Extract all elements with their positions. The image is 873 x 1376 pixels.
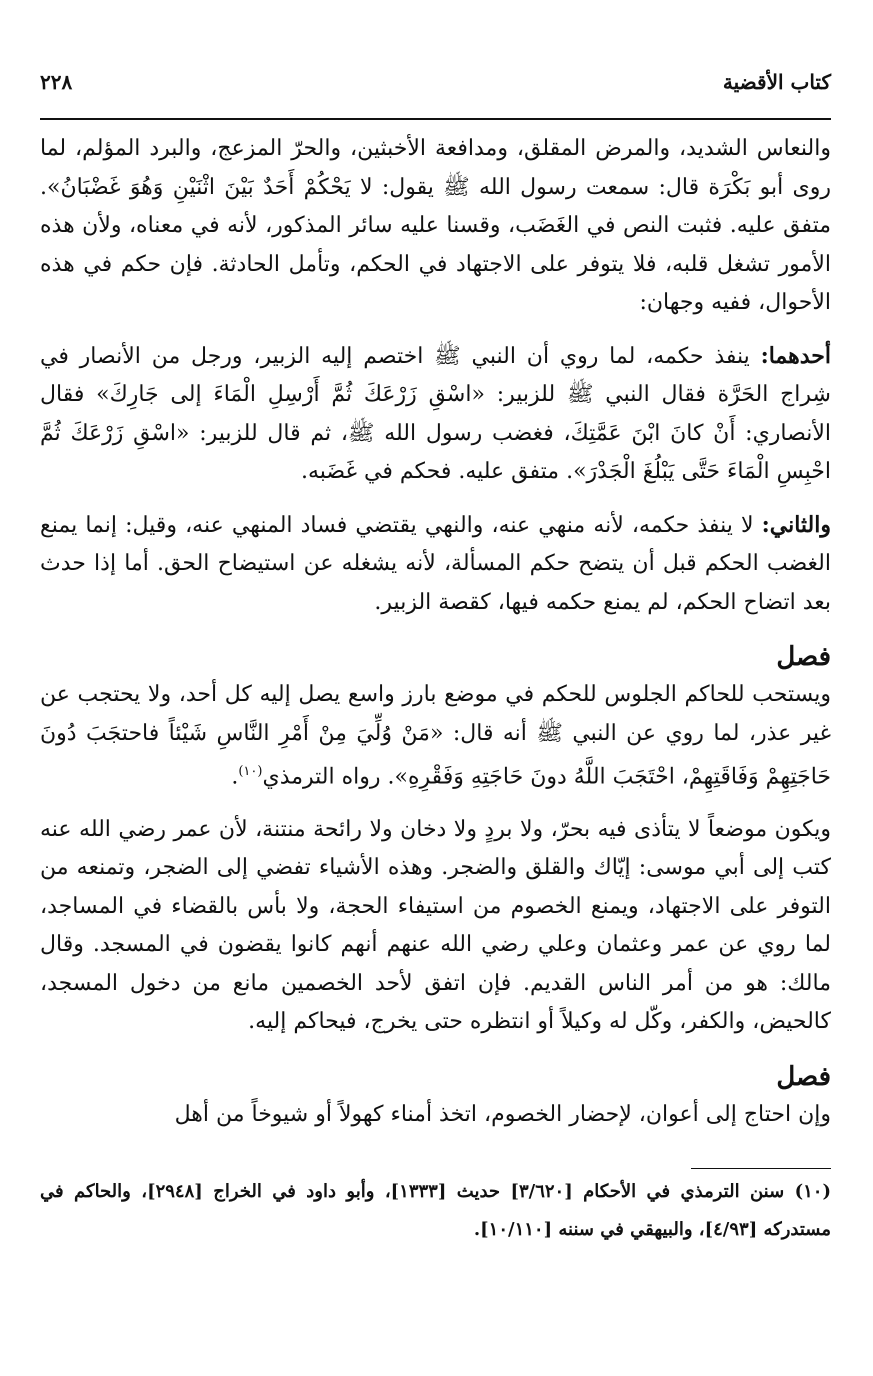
- book-title: كتاب الأقضية: [722, 70, 831, 94]
- paragraph-first-opinion: [40, 337, 831, 492]
- first-opinion-text: ينفذ حكمه، لما روي أن النبي ﷺ اختصم إليه الزبير، ورجل من الأنصار في شِراج الحَرَّة فقال النبي ﷺ للزبير: «اسْقِ زَرْعَكَ ثُمَّ أَرْسِلِ الْمَاءَ إلى جَارِكَ» فقال الأنصاري: أَنْ كانَ ابْنَ عَمَّتِكَ، فغضب رسول الله ﷺ، ثم قال للزبير: «اسْقِ زَرْعَكَ ثُمَّ احْبِسِ الْمَاءَ حَتَّى يَبْلُغَ الْجَدْرَ». متفق عليه. فحكم في غَضَبه.: [40, 343, 831, 484]
- footnote-10: (١٠) سنن الترمذي في الأحكام [٣/٦٢٠] حديث [١٣٣٣]، وأبو داود في الخراج [٢٩٤٨]، والحاكم في مستدركه [٤/٩٣]، والبيهقي في سننه [١٠/١١٠].: [40, 1181, 832, 1241]
- paragraph-court-conditions: ويكون موضعاً لا يتأذى فيه بحرّ، ولا بردٍ ولا دخان ولا رائحة منتنة، لأن عمر رضي الله عنه كتب إلى أبي موسى: إيّاك والقلق والضجر. وهذه الأشياء تفضي إلى الضجر، وتمنعه من التوفر على الاجتهاد، ويمنع الخصوم من استيفاء الحجة، ولا بأس بالقضاء في المساجد، لما روي عن عمر وعثمان وعلي رضي الله عنهم أنهم كانوا يقضون في المسجد. وقال مالك: هو من أمر الناس القديم. فإن اتفق لأحد الخصمين مانع من دخول المسجد، كالحيض، والكفر، وكّل له وكيلاً أو انتظره حتى يخرج، فيحاكم إليه.: [40, 816, 831, 1035]
- section-heading-2: فصل: [776, 1061, 831, 1092]
- paragraph-second-opinion: [40, 506, 831, 623]
- paragraph-court-place: [40, 676, 831, 797]
- header-rule: [40, 118, 831, 120]
- second-opinion-label: والثاني:: [761, 511, 831, 538]
- paragraph-intro: والنعاس الشديد، والمرض المقلق، ومدافعة الأخبثين، والحرّ المزعج، والبرد المؤلم، لما روى أبو بَكْرَة قال: سمعت رسول الله ﷺ يقول: لا يَحْكُمْ أَحَدٌ بَيْنَ اثْنَيْنِ وَهُوَ غَضْبَانُ». متفق عليه. فثبت النص في الغَضَب، وقسنا عليه سائر المذكور، لأنه في معناه، ولأن هذه الأمور تشغل قلبه، فلا يتوفر على الاجتهاد في الحكم، وتأمل الحادثة. فإن حكم في هذه الأحوال، ففيه وجهان:: [40, 136, 832, 315]
- footnote-ref[interactable]: (١٠): [238, 764, 263, 779]
- first-opinion-label: أحدهما:: [760, 342, 831, 369]
- court-place-end: .: [231, 764, 239, 790]
- section-heading-1: فصل: [776, 642, 831, 672]
- court-place-text: ويستحب للحاكم الجلوس للحكم في موضع بارز واسع يصل إليه كل أحد، ولا يحتجب عن غير عذر، لما روي عن النبي ﷺ أنه قال: «مَنْ وُلِّيَ مِنْ أَمْرِ النَّاسِ شَيْئاً فاحتجَبَ دُونَ حَاجَتِهِمْ وَفَاقَتِهِمْ، احْتَجَبَ اللَّهُ دونَ حَاجَتِهِ وَفَقْرِهِ». رواه الترمذي: [40, 682, 831, 790]
- running-header: [40, 70, 831, 110]
- second-opinion-text: لا ينفذ حكمه، لأنه منهي عنه، والنهي يقتضي فساد المنهي عنه، وقيل: إنما يمنع الغضب الحكم قبل أن يتضح حكم المسألة، لأنه يشغله عن استيضاح الحق. أما إذا حدث بعد اتضاح الحكم، لم يمنع حكمه فيها، كقصة الزبير.: [40, 512, 831, 615]
- paragraph-assistants: وإن احتاج إلى أعوان، لإحضار الخصوم، اتخذ أمناء كهولاً أو شيوخاً من أهل: [174, 1101, 831, 1127]
- footnote-rule: [691, 1168, 831, 1169]
- page-number: ٢٢٨: [40, 70, 73, 94]
